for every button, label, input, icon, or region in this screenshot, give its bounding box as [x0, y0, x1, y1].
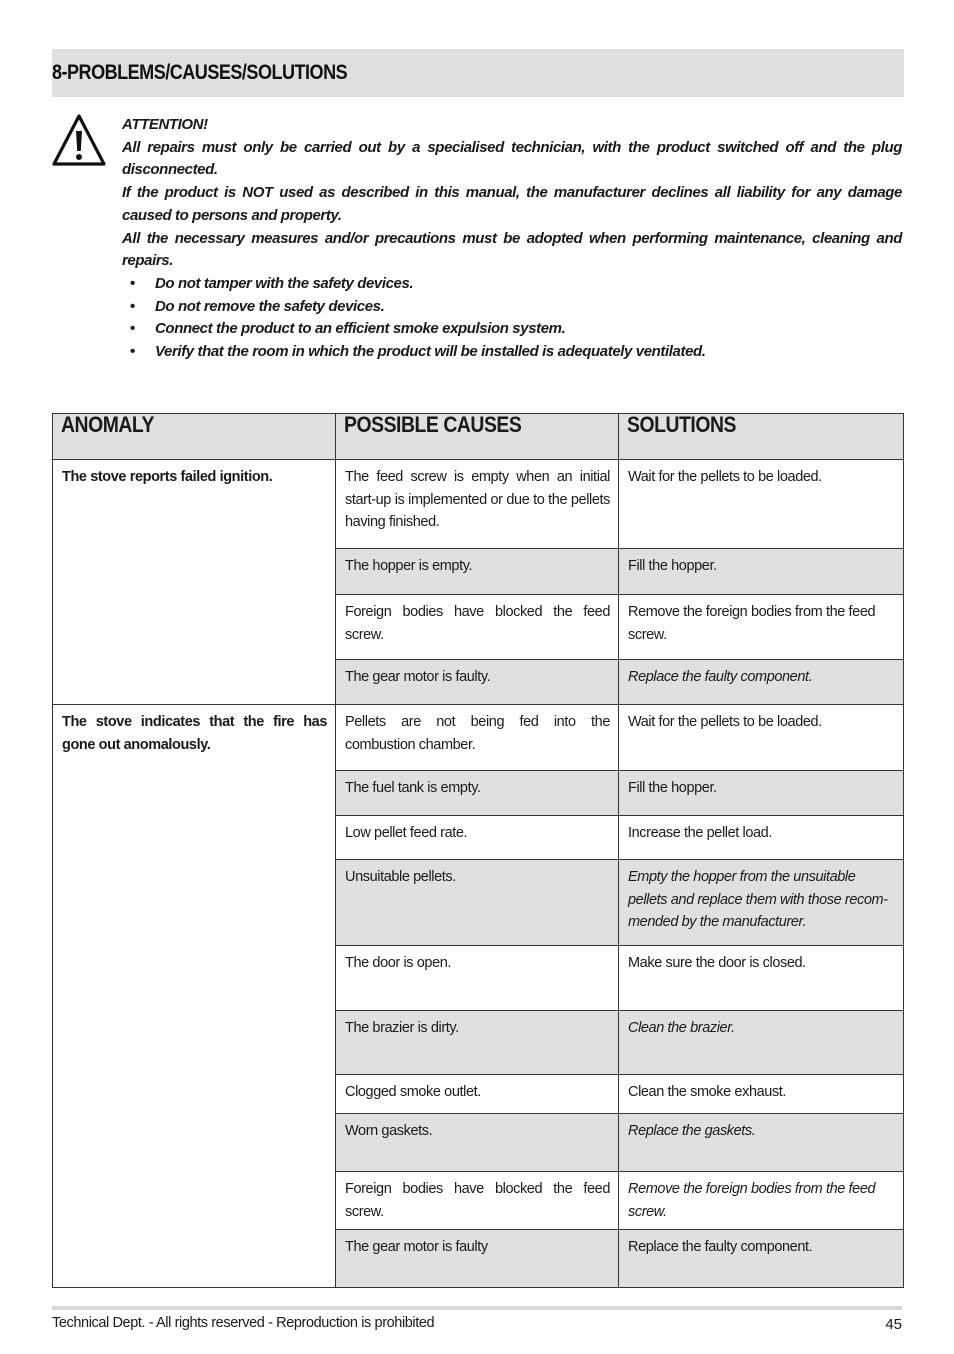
cause-cell: Foreign bodies have blocked the feed screw. — [336, 1172, 619, 1230]
cause-cell: Clogged smoke outlet. — [336, 1075, 619, 1114]
solution-cell: Fill the hopper. — [619, 771, 904, 816]
cause-cell: The gear motor is faulty — [336, 1230, 619, 1288]
section-header — [52, 49, 904, 97]
page-number: 45 — [885, 1316, 902, 1333]
solution-cell: Fill the hopper. — [619, 549, 904, 595]
table-row — [53, 705, 904, 771]
cause-cell: Worn gaskets. — [336, 1114, 619, 1172]
table-header-row — [53, 414, 904, 460]
safety-bullet-list — [122, 273, 902, 364]
solution-cell: Replace the faulty component. — [619, 660, 904, 705]
footer-copyright: Technical Dept. - All rights reserved - Reproduction is prohibited — [52, 1315, 435, 1331]
solution-cell: Clean the smoke exhaust. — [619, 1075, 904, 1114]
attention-heading: ATTENTION! — [122, 116, 208, 133]
cause-cell: The hopper is empty. — [336, 549, 619, 595]
solution-cell: Empty the hopper from the unsuitable pellets and replace them with those recom-mended by the manufacturer. — [619, 860, 904, 946]
cause-cell: Unsuitable pellets. — [336, 860, 619, 946]
cause-cell: Pellets are not being fed into the combustion chamber. — [336, 705, 619, 771]
safety-bullet: • Connect the product to an efficient smoke expulsion system. — [122, 318, 902, 341]
cause-cell: Low pellet feed rate. — [336, 816, 619, 860]
solution-cell: Clean the brazier. — [619, 1011, 904, 1075]
safety-bullet: • Do not remove the safety devices. — [122, 296, 902, 319]
warning-triangle-icon — [52, 114, 106, 166]
anomaly-cell: The stove reports failed ignition. — [53, 460, 336, 705]
cause-cell: The gear motor is faulty. — [336, 660, 619, 705]
solution-cell: Replace the faulty component. — [619, 1230, 904, 1288]
attention-paragraph: All the necessary measures and/or precautions must be adopted when performing maintenance, cleaning and repairs. — [122, 229, 902, 270]
safety-bullet: • Do not tamper with the safety devices. — [122, 273, 902, 296]
section-title: 8-PROBLEMS/CAUSES/SOLUTIONS — [52, 61, 348, 84]
table-row — [53, 460, 904, 549]
cause-cell: The door is open. — [336, 946, 619, 1011]
solution-cell: Wait for the pellets to be loaded. — [619, 460, 904, 549]
attention-paragraph: If the product is NOT used as described in this manual, the manufacturer declines all liability for any damage caused to persons and property. — [122, 184, 902, 224]
solution-cell: Wait for the pellets to be loaded. — [619, 705, 904, 771]
safety-bullet: • Verify that the room in which the product will be installed is adequately ventilated. — [122, 341, 902, 364]
solution-cell: Increase the pellet load. — [619, 816, 904, 860]
attention-notice — [122, 114, 902, 364]
cause-cell: Foreign bodies have blocked the feed screw. — [336, 595, 619, 660]
cause-cell: The feed screw is empty when an initial start-up is implemented or due to the pellets having finished. — [336, 460, 619, 549]
header-solutions: SOLUTIONS — [619, 414, 904, 460]
solution-cell: Make sure the door is closed. — [619, 946, 904, 1011]
solution-cell: Replace the gaskets. — [619, 1114, 904, 1172]
footer-divider — [52, 1306, 902, 1310]
cause-cell: The fuel tank is empty. — [336, 771, 619, 816]
troubleshooting-table — [52, 413, 904, 1288]
solution-cell: Remove the foreign bodies from the feed screw. — [619, 1172, 904, 1230]
attention-paragraph: All repairs must only be carried out by a specialised technician, with the product switched off and the plug disconnected. — [122, 138, 902, 179]
header-anomaly: ANOMALY — [53, 414, 336, 460]
cause-cell: The brazier is dirty. — [336, 1011, 619, 1075]
header-possible-causes: POSSIBLE CAUSES — [336, 414, 619, 460]
anomaly-cell: The stove indicates that the fire has gone out anomalously. — [53, 705, 336, 1288]
solution-cell: Remove the foreign bodies from the feed screw. — [619, 595, 904, 660]
